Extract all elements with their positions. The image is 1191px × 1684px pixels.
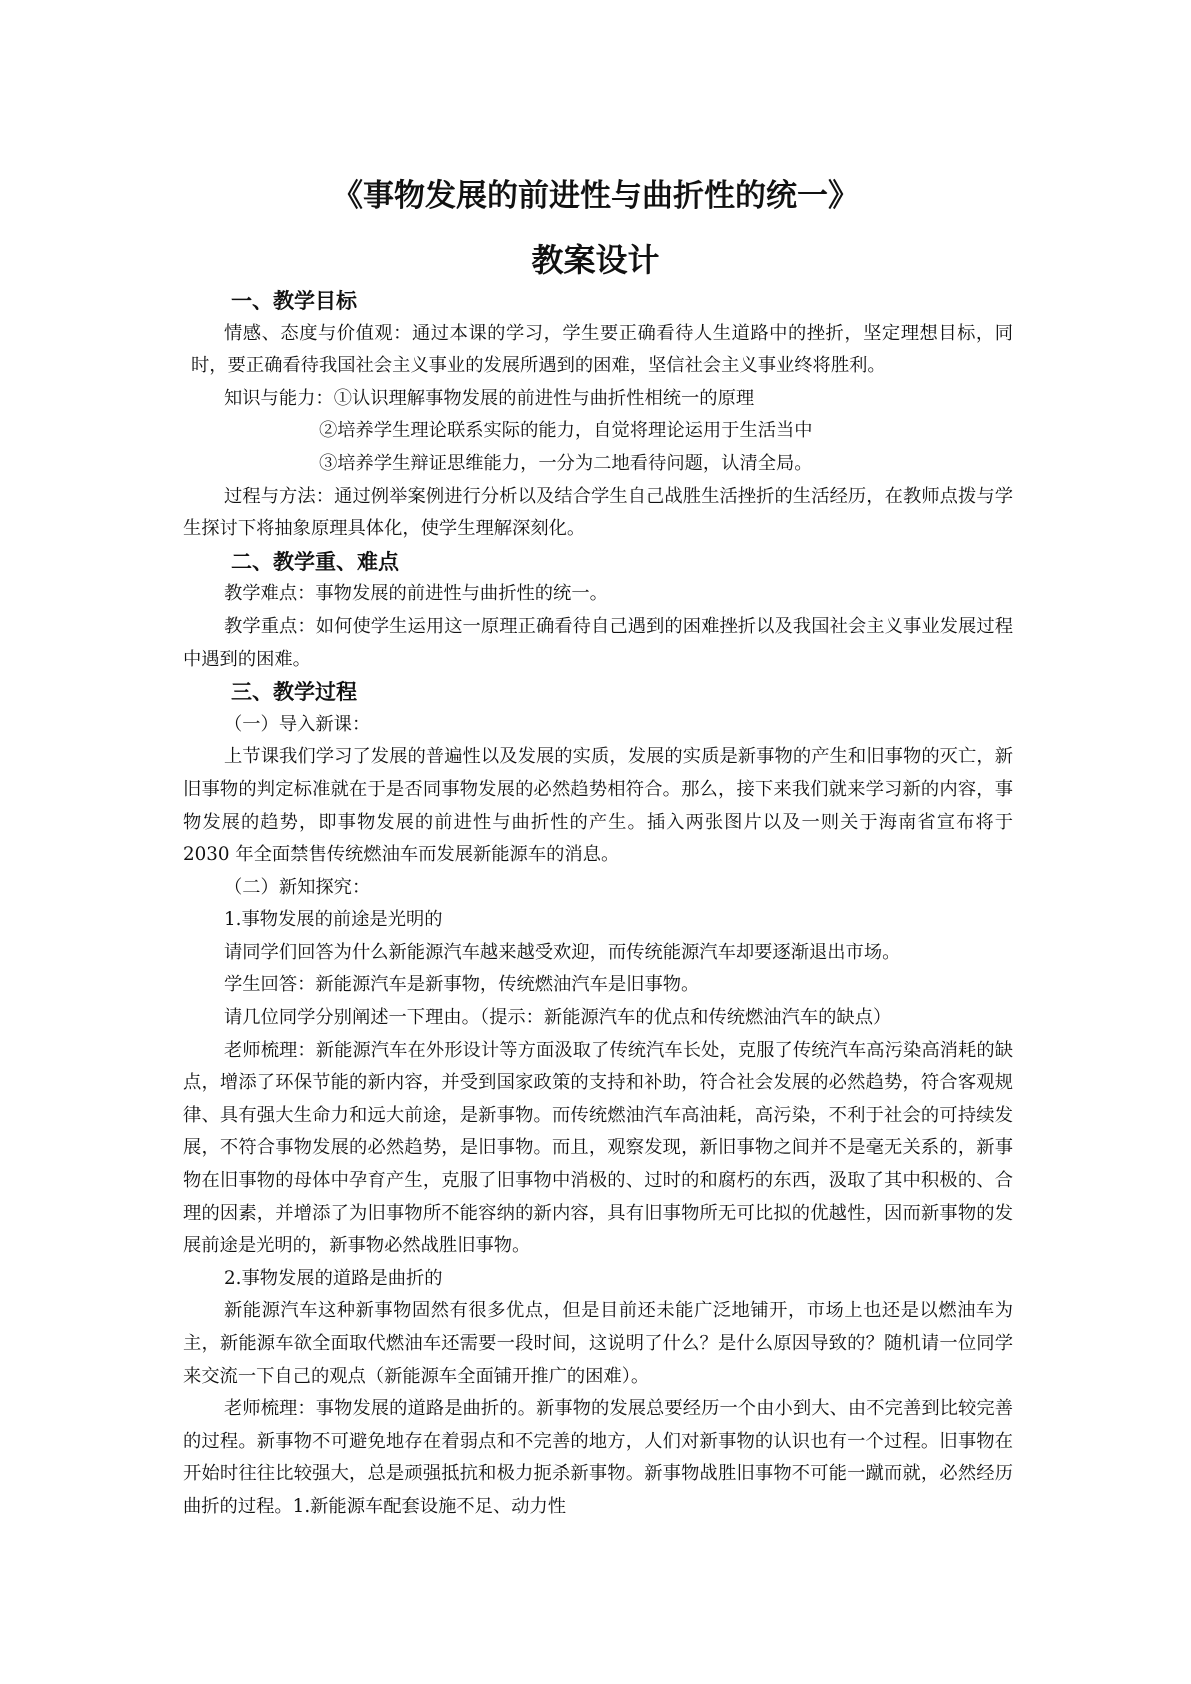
paragraph-teacher-summary-2: 老师梳理：事物发展的道路是曲折的。新事物的发展总要经历一个由小到大、由不完善到比较完善的过程。新事物不可避免地存在着弱点和不完善的地方，人们对新事物的认识也有一个过程。旧事物在开始时往往比较强大，总是顽强抵抗和极力扼杀新事物。新事物战胜旧事物不可能一蹴而就，必然经历曲折的过程。1.新能源车配套设施不足、动力性 [183,1398,1013,1517]
paragraph-teacher-summary-1: 老师梳理：新能源汽车在外形设计等方面汲取了传统汽车长处，克服了传统汽车高污染高消耗的缺点，增添了环保节能的新内容，并受到国家政策的支持和补助，符合社会发展的必然趋势，符合客观规律、具有强大生命力和远大前途，是新事物。而传统燃油汽车高油耗，高污染，不利于社会的可持续发展，不符合事物发展的必然趋势，是旧事物。而且，观察发现，新旧事物之间并不是毫无关系的，新事物在旧事物的母体中孕育产生，克服了旧事物中消极的、过时的和腐朽的东西，汲取了其中积极的、合理的因素，并增添了为旧事物所不能容纳的新内容，具有旧事物所无可比拟的优越性，因而新事物的发展前途是光明的，新事物必然战胜旧事物。 [183,1039,1013,1257]
paragraph-process-method: 过程与方法：通过例举案例进行分析以及结合学生自己战胜生活挫折的生活经历，在教师点拨与学生探讨下将抽象原理具体化，使学生理解深刻化。 [183,485,1013,540]
paragraph-emotion-values: 情感、态度与价值观：通过本课的学习，学生要正确看待人生道路中的挫折，坚定理想目标，同时，要正确看待我国社会主义事业的发展所遇到的困难，坚信社会主义事业终将胜利。 [191,322,1013,377]
document-subtitle: 教案设计 [531,241,660,279]
knowledge-ability-lead: 知识与能力： [224,387,334,409]
paragraph-reasons: 请几位同学分别阐述一下理由。（提示：新能源汽车的优点和传统燃油汽车的缺点） [224,1007,892,1029]
section-heading-objectives: 一、教学目标 [231,289,357,313]
objective-item-1: ①认识理解事物发展的前进性与曲折性相统一的原理 [333,387,755,409]
document-body [183,285,1013,1524]
paragraph-question: 请同学们回答为什么新能源汽车越来越受欢迎，而传统能源汽车却要逐渐退出市场。 [224,941,901,963]
paragraph-introduction: 上节课我们学习了发展的普遍性以及发展的实质，发展的实质是新事物的产生和旧事物的灭亡，新旧事物的判定标准就在于是否同事物发展的必然趋势相符合。那么，接下来我们就来学习新的内容，事物发展的趋势，即事物发展的前进性与曲折性的产生。插入两张图片以及一则关于海南省宣布将于 2030 年全面禁售传统燃油车而发展新能源车的消息。 [183,746,1013,866]
subheading-exploration: （二）新知探究： [224,876,371,898]
section-heading-process: 三、教学过程 [231,680,357,705]
paragraph-focus: 教学重点：如何使学生运用这一原理正确看待自己遇到的困难挫折以及我国社会主义事业发展过程中遇到的困难。 [183,615,1013,670]
paragraph-knowledge-ability [183,383,1013,416]
objective-item-2: ②培养学生理论联系实际的能力，自觉将理论运用于生活当中 [319,420,813,442]
point-tortuous-road: 2.事物发展的道路是曲折的 [224,1267,443,1289]
paragraph-difficulty: 教学难点：事物发展的前进性与曲折性的统一。 [224,583,608,605]
subheading-introduction: （一）导入新课： [224,713,371,735]
point-bright-future: 1.事物发展的前途是光明的 [224,909,443,931]
document-title: 《事物发展的前进性与曲折性的统一》 [332,178,859,214]
paragraph-new-energy-discussion: 新能源汽车这种新事物固然有很多优点，但是目前还未能广泛地铺开，市场上也还是以燃油车为主，新能源车欲全面取代燃油车还需要一段时间，这说明了什么？是什么原因导致的？随机请一位同学来交流一下自己的观点（新能源车全面铺开推广的困难）。 [183,1300,1013,1387]
paragraph-student-answer: 学生回答：新能源汽车是新事物，传统燃油汽车是旧事物。 [224,974,700,996]
objective-item-3: ③培养学生辩证思维能力，一分为二地看待问题，认清全局。 [319,452,813,474]
section-heading-key-points: 二、教学重、难点 [231,549,399,574]
